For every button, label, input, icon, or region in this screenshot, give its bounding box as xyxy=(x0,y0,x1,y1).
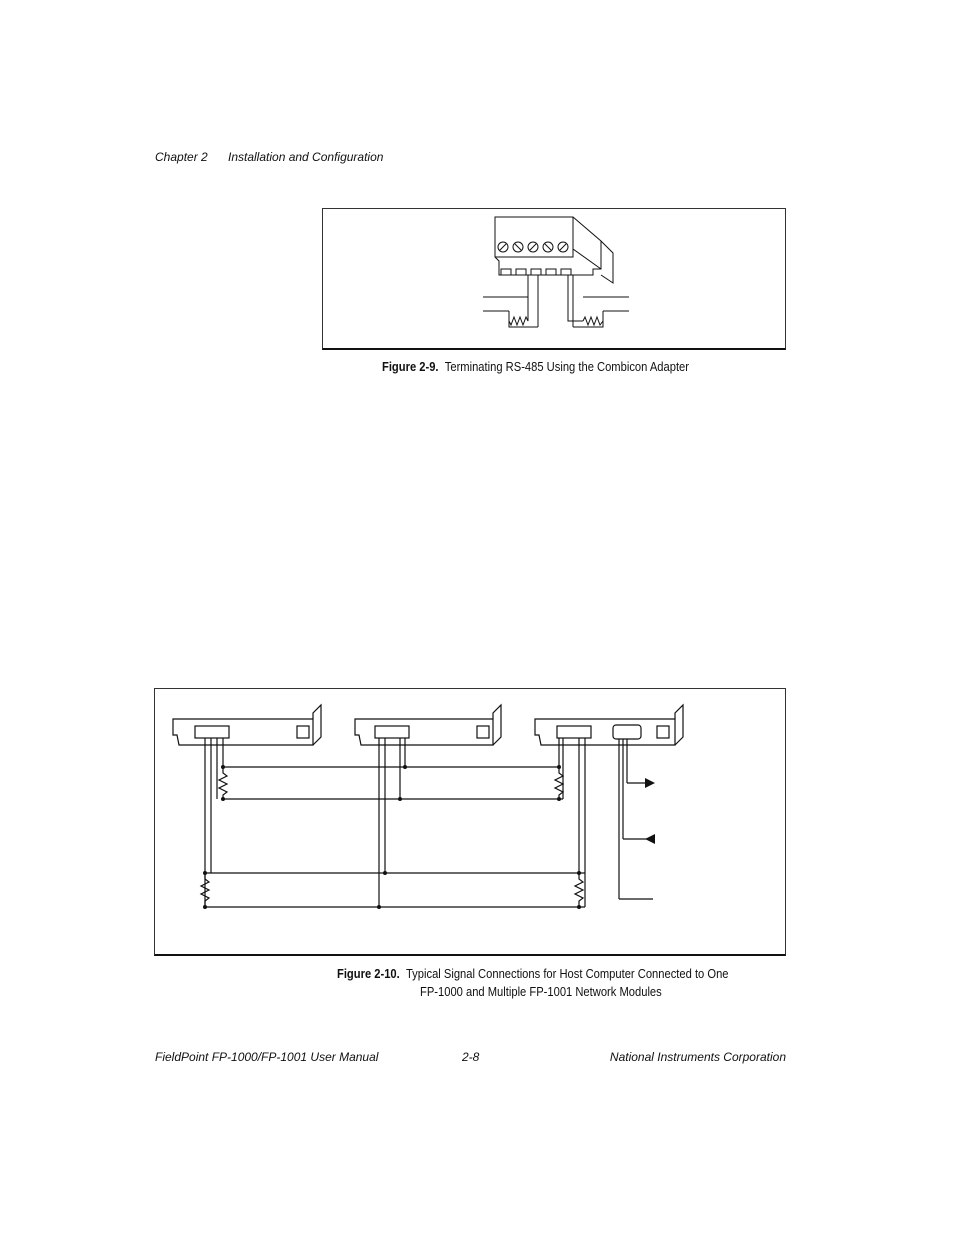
footer-page-number: 2-8 xyxy=(462,1050,480,1064)
header-chapter: Chapter 2 xyxy=(155,150,208,164)
combicon-adapter-drawing xyxy=(323,209,785,349)
figure-2-9-combicon-diagram xyxy=(322,208,786,350)
figure-2-10-caption-line1: Typical Signal Connections for Host Computer Connected to One xyxy=(405,966,729,981)
footer-publisher: National Instruments Corporation xyxy=(609,1050,786,1064)
figure-2-10-caption xyxy=(337,966,729,981)
network-wiring-drawing xyxy=(155,689,785,955)
footer-manual-title: FieldPoint FP-1000/FP-1001 User Manual xyxy=(155,1050,379,1064)
figure-2-10-signal-connections-diagram xyxy=(154,688,786,956)
module-fp1001-b xyxy=(355,705,501,745)
module-fp1001-a xyxy=(173,705,321,745)
figure-2-10-caption-line2: FP-1000 and Multiple FP-1001 Network Modules xyxy=(420,984,662,999)
module-fp1000 xyxy=(535,705,683,745)
header-section-title: Installation and Configuration xyxy=(228,150,384,164)
figure-2-10-label: Figure 2-10. xyxy=(337,966,400,981)
figure-2-9-label: Figure 2-9. xyxy=(382,359,439,374)
figure-2-9-caption-text: Terminating RS-485 Using the Combicon Adapter xyxy=(444,359,689,374)
figure-2-9-caption xyxy=(382,359,689,374)
